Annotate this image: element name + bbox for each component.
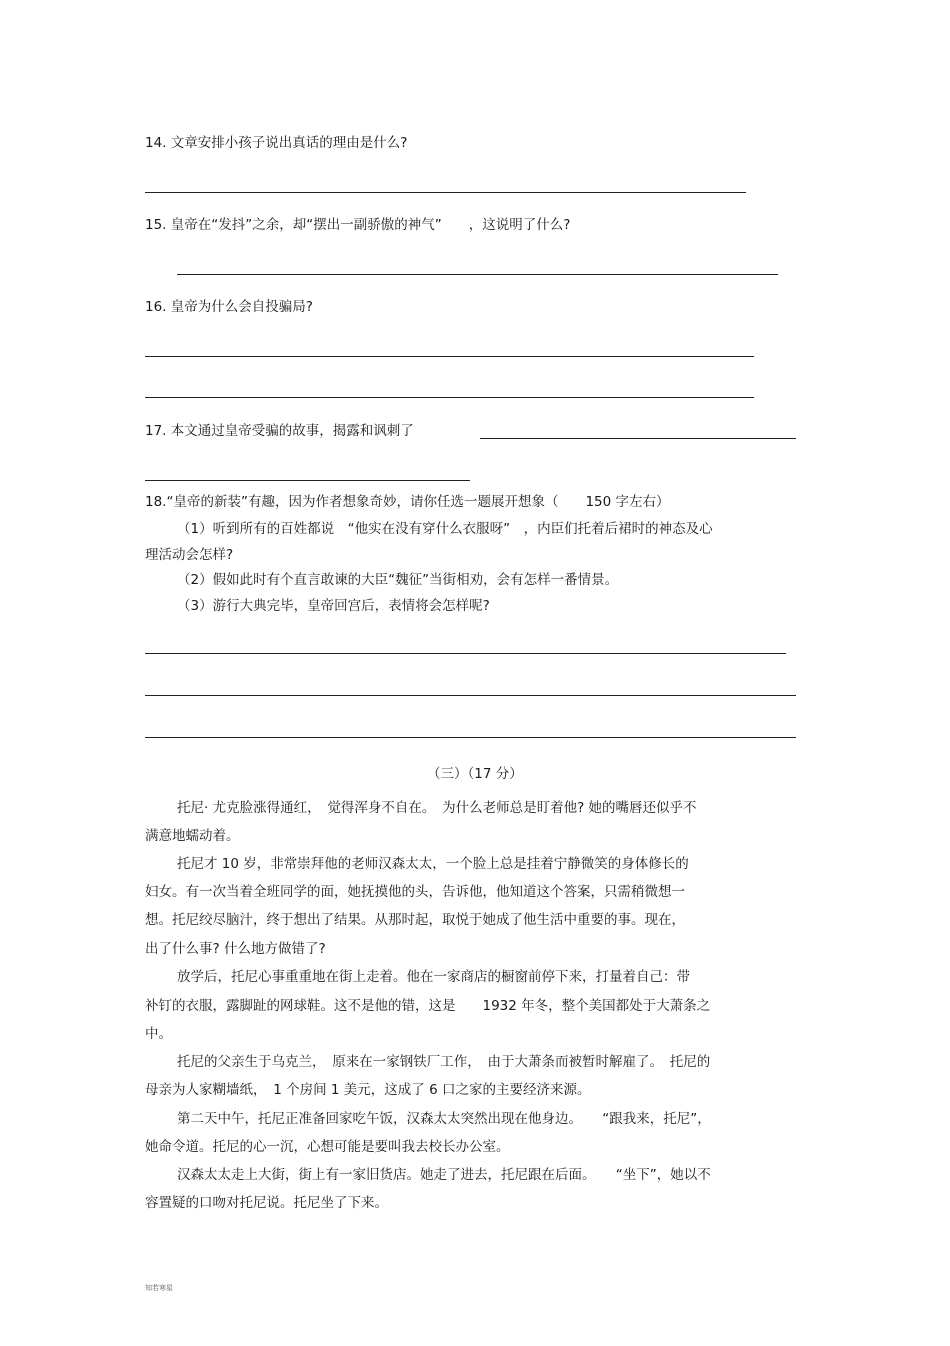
answer-line[interactable] [145,653,786,654]
passage-line: 出了什么事? 什么地方做错了? [145,941,326,957]
passage-line: 汉森太太走上大街，街上有一家旧货店。她走了进去，托尼跟在后面。 “坐下”，她以不 [177,1167,711,1183]
question-15: 15. 皇帝在“发抖”之余，却“摆出一副骄傲的神气” ，这说明了什么? [145,217,571,233]
answer-line[interactable] [145,356,754,357]
answer-line[interactable] [145,192,746,193]
answer-line[interactable] [177,274,778,275]
passage-line: 满意地蠕动着。 [145,828,240,844]
answer-line[interactable] [480,438,796,439]
passage-line: 放学后，托尼心事重重地在街上走着。他在一家商店的橱窗前停下来，打量着自己：带 [177,969,690,985]
section-heading: （三）（17 分） [427,766,523,782]
question-18: 18.“皇帝的新装”有趣，因为作者想象奇妙，请你任选一题展开想象（ 150 字左右） [145,494,670,510]
passage-line: 托尼的父亲生于乌克兰， 原来在一家钢铁厂工作， 由于大萧条而被暂时解雇了。 托尼的 [177,1054,711,1070]
passage-line: 她命令道。托尼的心一沉，心想可能是要叫我去校长办公室。 [145,1139,510,1155]
question-18-option-1: （1）听到所有的百姓都说 “他实在没有穿什么衣服呀” ，内臣们托着后裙时的神态及心 [177,521,713,537]
answer-line[interactable] [145,737,796,738]
question-18-option-2: （2）假如此时有个直言敢谏的大臣“魏征”当街相劝，会有怎样一番情景。 [177,572,619,588]
question-18-option-1-cont: 理活动会怎样? [145,547,234,563]
question-17: 17. 本文通过皇帝受骗的故事，揭露和讽刺了 [145,423,414,439]
question-14: 14. 文章安排小孩子说出真话的理由是什么? [145,135,408,151]
question-18-option-3: （3）游行大典完毕，皇帝回宫后，表情将会怎样呢? [177,598,490,614]
answer-line[interactable] [145,480,470,481]
passage-line: 托尼才 10 岁，非常崇拜他的老师汉森太太，一个脸上总是挂着宁静微笑的身体修长的 [177,856,689,872]
passage-line: 托尼· 尤克脸涨得通红， 觉得浑身不自在。 为什么老师总是盯着他? 她的嘴唇还似乎不 [177,800,697,816]
passage-line: 想。托尼绞尽脑汁，终于想出了结果。从那时起，取悦于她成了他生活中重要的事。现在， [145,912,685,928]
passage-line: 补钉的衣服，露脚趾的网球鞋。这不是他的错，这是 1932 年冬，整个美国都处于大萧条之 [145,998,711,1014]
footer-text: 知若寒星 [145,1284,173,1292]
passage-line: 妇女。有一次当着全班同学的面，她抚摸他的头，告诉他，他知道这个答案，只需稍微想一 [145,884,685,900]
passage-line: 母亲为人家糊墙纸， 1 个房间 1 美元，这成了 6 口之家的主要经济来源。 [145,1082,591,1098]
passage-line: 中。 [145,1026,172,1042]
passage-line: 第二天中午，托尼正准备回家吃午饭，汉森太太突然出现在他身边。 “跟我来，托尼”， [177,1111,711,1127]
answer-line[interactable] [145,397,754,398]
question-16: 16. 皇帝为什么会自投骗局? [145,299,313,315]
answer-line[interactable] [145,695,796,696]
passage-line: 容置疑的口吻对托尼说。托尼坐了下来。 [145,1195,388,1211]
